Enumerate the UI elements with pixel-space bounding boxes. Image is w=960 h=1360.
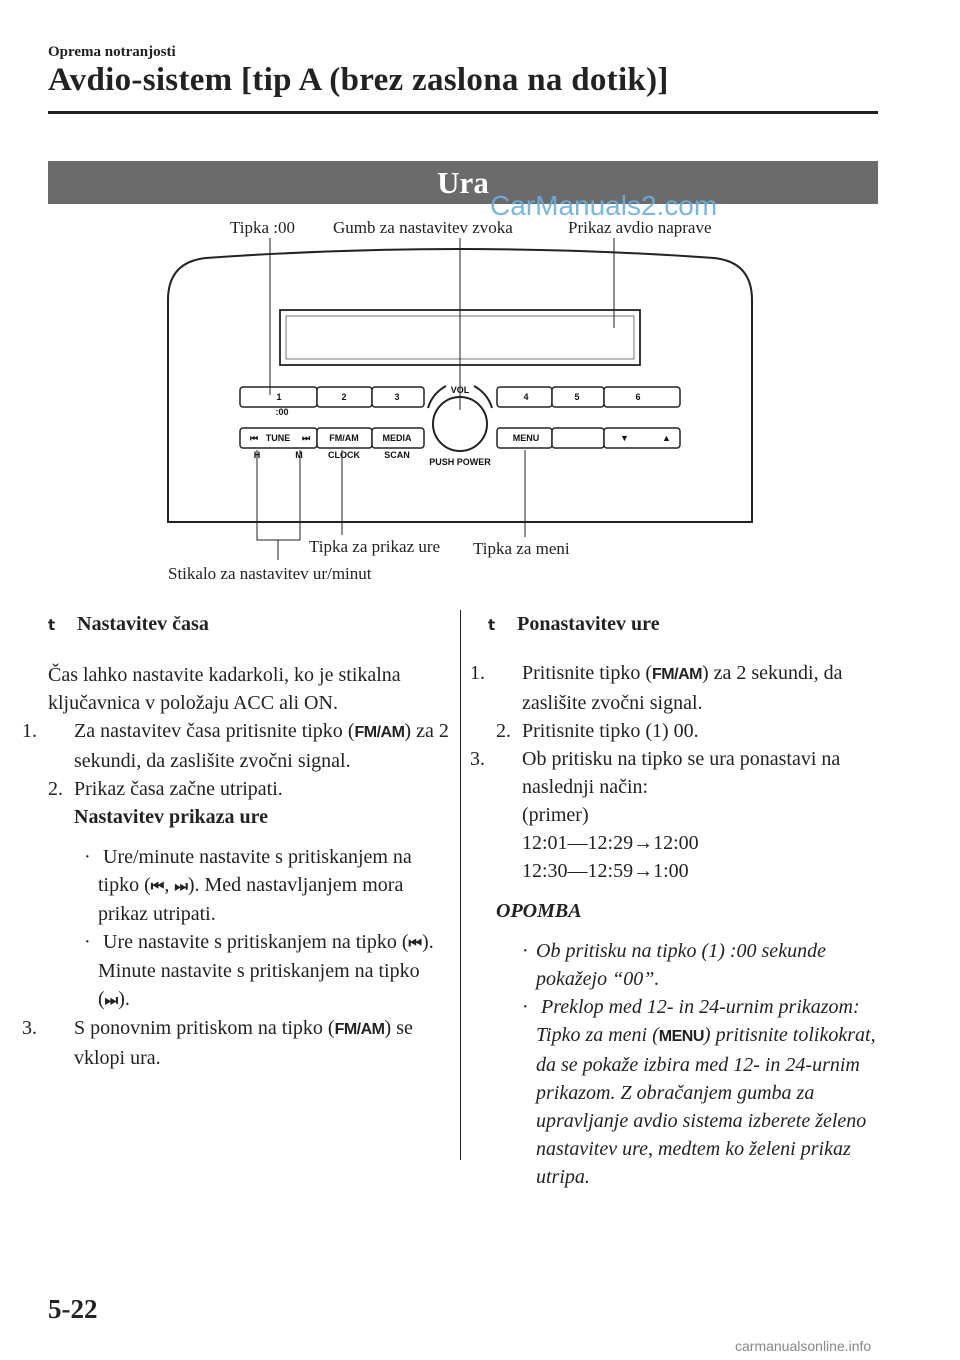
column-divider bbox=[460, 610, 461, 1160]
right-column bbox=[470, 610, 883, 1191]
example-2: 12:30―12:59→1:00 bbox=[522, 860, 689, 882]
blank-button bbox=[552, 428, 604, 448]
b2-label: 2 bbox=[341, 392, 347, 402]
next-icon: ⏭ bbox=[174, 877, 188, 895]
tune-next-icon: ⏭ bbox=[302, 433, 311, 443]
fmam-badge: FM/AM bbox=[334, 1021, 385, 1038]
h-label: H bbox=[253, 450, 261, 460]
example-1: 12:01―12:29→12:00 bbox=[522, 832, 699, 854]
b4-label: 4 bbox=[523, 392, 529, 402]
callout-gumb-zvok: Gumb za nastavitev zvoka bbox=[333, 218, 513, 237]
b1-label: 1 bbox=[276, 392, 282, 402]
sub-heading: Nastavitev prikaza ure bbox=[74, 806, 269, 828]
scan-label: SCAN bbox=[384, 450, 410, 460]
preset-6-button bbox=[604, 387, 680, 407]
tune-label: TUNE bbox=[265, 433, 291, 443]
prev-icon: ⏮ bbox=[150, 877, 165, 895]
example-label: (primer) bbox=[522, 804, 589, 826]
heading-marker: t bbox=[48, 616, 56, 634]
fmam-label: FM/AM bbox=[329, 433, 359, 443]
seek-up-icon: ▲ bbox=[662, 433, 671, 443]
left-column bbox=[22, 610, 450, 1072]
left-step-2: 2. Prikaz časa začne utripati. bbox=[48, 778, 283, 800]
b5-label: 5 bbox=[574, 392, 580, 402]
right-heading: t Ponastavitev ure bbox=[488, 613, 660, 635]
left-step-3: 3. S ponovnim pritiskom na tipko (FM/AM) se vklopi ura. bbox=[22, 1017, 413, 1069]
callout-tipka-00: Tipka :00 bbox=[230, 218, 296, 237]
page-title: Avdio-sistem [tip A (brez zaslona na dotik)] bbox=[48, 62, 669, 98]
banner-title: Ura bbox=[437, 165, 489, 200]
leader-stikalo bbox=[257, 450, 300, 560]
intro-text: Čas lahko nastavite kadarkoli, ko je stikalna ključavnica v položaju ACC ali ON. bbox=[48, 664, 401, 714]
callout-tipka-meni: Tipka za meni bbox=[473, 539, 570, 558]
colon00-label: :00 bbox=[275, 407, 289, 417]
vol-label: VOL bbox=[450, 385, 470, 395]
left-step-1: 1. Za nastavitev časa pritisnite tipko (FM/AM) za 2 sekundi, da zaslišite zvočni signal. bbox=[22, 720, 449, 772]
push-power-label: PUSH POWER bbox=[429, 457, 491, 467]
section-label: Oprema notranjosti bbox=[48, 44, 176, 60]
left-heading: t Nastavitev časa bbox=[48, 613, 209, 635]
tune-prev-icon: ⏮ bbox=[250, 433, 259, 443]
menu-badge: MENU bbox=[658, 1028, 704, 1045]
right-step-2: 2. Pritisnite tipko (1) 00. bbox=[496, 720, 699, 742]
right-step-1: 1. Pritisnite tipko (FM/AM) za 2 sekundi, da zaslišite zvočni signal. bbox=[470, 662, 843, 714]
menu-label: MENU bbox=[512, 433, 540, 443]
fmam-badge: FM/AM bbox=[354, 724, 405, 741]
footer-site: carmanualsonline.info bbox=[735, 1338, 872, 1354]
m-label: M bbox=[295, 450, 303, 460]
b6-label: 6 bbox=[635, 392, 641, 402]
note-1: · Ob pritisku na tipko (1) :00 sekunde pokažejo “00”. bbox=[488, 937, 883, 993]
prev-icon: ⏮ bbox=[408, 934, 423, 952]
watermark: CarManuals2.com bbox=[490, 190, 718, 221]
media-label: MEDIA bbox=[382, 433, 412, 443]
page-number: 5-22 bbox=[48, 1294, 98, 1324]
bullet-2: · Ure nastavite s pritiskanjem na tipko (⏮). Minute nastavite s pritiskanjem na tipko (⏭). bbox=[48, 928, 450, 1014]
next-icon: ⏭ bbox=[104, 991, 119, 1009]
heading-marker: t bbox=[488, 616, 496, 634]
fmam-badge: FM/AM bbox=[652, 666, 702, 683]
note-2: · Preklop med 12- in 24-urnim prikazom: Tipko za meni (MENU) pritisnite tolikokrat, da se pokaže izbira med 12- in 24-urnim prikazom. Z obračanjem gumba za upravljanje avdio sistema izberete želeno nastavitev ure, medtem ko želeni prikaz utripa. bbox=[488, 993, 883, 1191]
callout-stikalo: Stikalo za nastavitev ur/minut bbox=[168, 564, 372, 583]
callout-tipka-ura: Tipka za prikaz ure bbox=[309, 537, 441, 556]
audio-unit-diagram bbox=[0, 0, 960, 600]
right-step-3: 3. Ob pritisku na tipko se ura ponastavi na naslednji način: bbox=[470, 748, 841, 798]
clock-label: CLOCK bbox=[328, 450, 360, 460]
note-title: OPOMBA bbox=[496, 900, 582, 922]
seek-down-icon: ▼ bbox=[620, 433, 629, 443]
b3-label: 3 bbox=[394, 392, 400, 402]
callout-prikaz-avdio: Prikaz avdio naprave bbox=[568, 218, 712, 237]
bullet-1: · Ure/minute nastavite s pritiskanjem na tipko (⏮, ⏭). Med nastavljanjem mora prikaz utripati. bbox=[48, 843, 450, 928]
